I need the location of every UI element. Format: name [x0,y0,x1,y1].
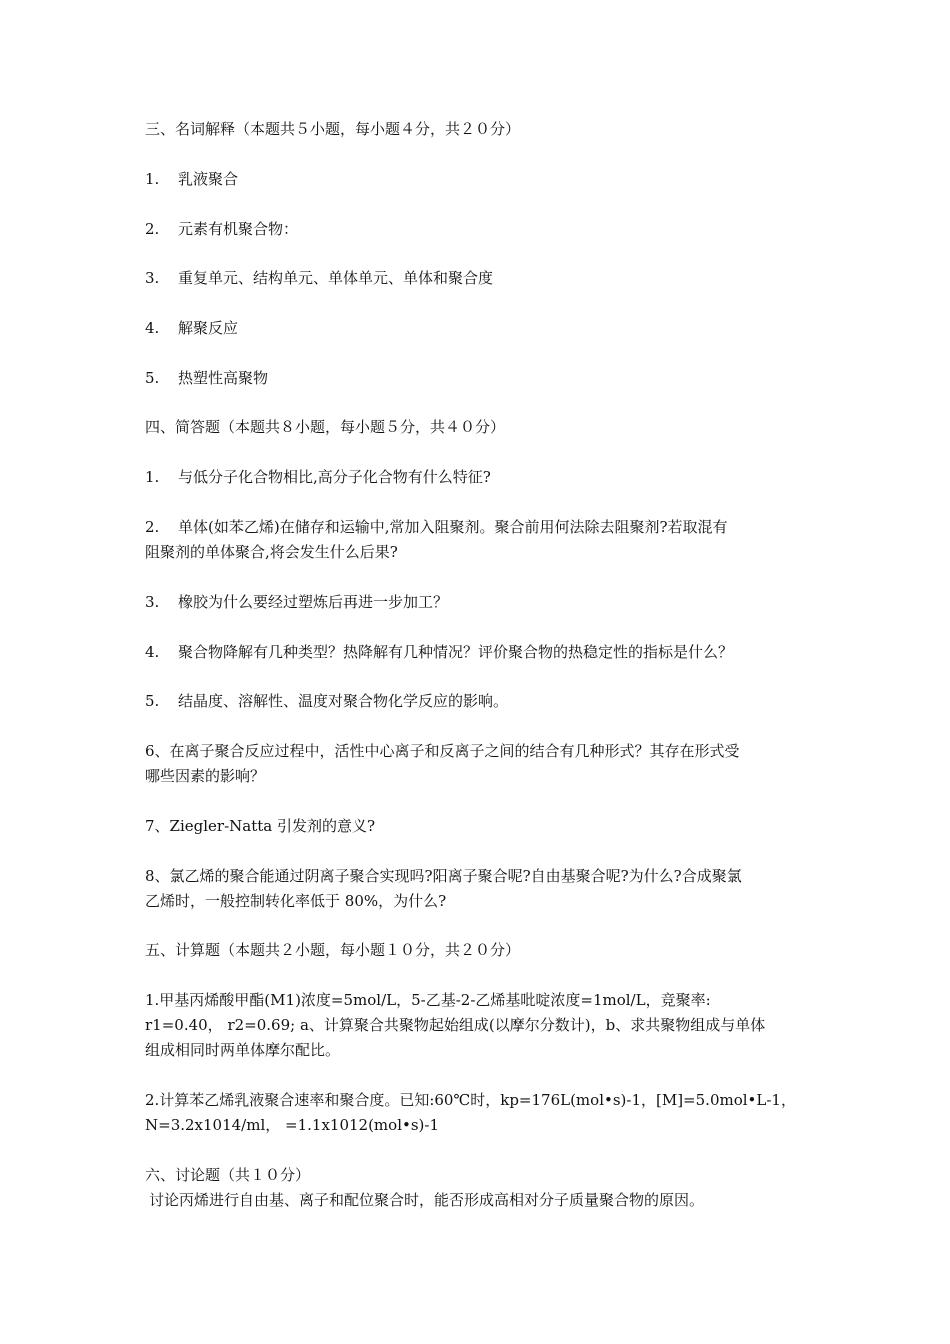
item-text: 结晶度、溶解性、温度对聚合物化学反应的影响。 [178,692,509,710]
section-6-heading: 六、讨论题（共１０分） [145,1166,311,1184]
section-4-item-2-line-2: 阻聚剂的单体聚合,将会发生什么后果? [145,543,398,561]
section-4-item-1 [145,465,491,489]
section-5-heading: 五、计算题（本题共２小题，每小题１０分，共２０分） [145,941,521,959]
item-number: 2. [145,220,160,238]
section-4-item-2-line-1 [145,515,728,539]
item-number: 5. [145,692,160,710]
item-text: 与低分子化合物相比,高分子化合物有什么特征? [178,468,491,486]
section-5-q2-line-1: 2.计算苯乙烯乳液聚合速率和聚合度。已知:60℃时，kp=176L(mol•s)-1，[M]=5.0mol•L-1， [145,1091,796,1109]
section-3-item-5 [145,366,268,390]
section-4-item-3 [145,590,448,614]
section-4-item-7: 7、Ziegler-Natta 引发剂的意义? [145,817,376,835]
section-4-item-6-line-2: 哪些因素的影响？ [145,767,266,785]
item-number: 4. [145,319,160,337]
section-3-heading: 三、名词解释（本题共５小题，每小题４分，共２０分） [145,120,521,138]
item-number: 2. [145,518,160,536]
section-3-item-3 [145,266,493,290]
item-text: 热塑性高聚物 [178,369,269,387]
section-4-item-8-line-1: 8、氯乙烯的聚合能通过阴离子聚合实现吗?阳离子聚合呢?自由基聚合呢?为什么?合成聚氯 [145,867,742,885]
item-number: 5. [145,369,160,387]
section-4-item-5 [145,689,508,713]
item-text: 乳液聚合 [178,170,239,188]
section-3-item-4 [145,316,238,340]
section-5-q2-line-2: N=3.2x1014/ml， =1.1x1012(mol•s)-1 [145,1116,439,1134]
item-text: 元素有机聚合物： [178,220,299,238]
section-5-q1-line-2: r1=0.40， r2=0.69; a、计算聚合共聚物起始组成(以摩尔分数计)，b、求共聚物组成与单体 [145,1016,766,1034]
section-5-q1-line-3: 组成相同时两单体摩尔配比。 [145,1041,341,1059]
item-text: 聚合物降解有几种类型？热降解有几种情况？评价聚合物的热稳定性的指标是什么？ [178,643,734,661]
section-4-heading: 四、简答题（本题共８小题，每小题５分，共４０分） [145,418,506,436]
section-6-text: 讨论丙烯进行自由基、离子和配位聚合时，能否形成高相对分子质量聚合物的原因。 [149,1191,705,1209]
section-3-item-2 [145,217,298,241]
item-number: 3. [145,593,160,611]
section-3-item-1 [145,167,238,191]
section-5-q1-line-1: 1.甲基丙烯酸甲酯(M1)浓度=5mol/L，5-乙基-2-乙烯基吡啶浓度=1mol/L，竞聚率: [145,991,711,1009]
item-text: 单体(如苯乙烯)在储存和运输中,常加入阻聚剂。聚合前用何法除去阻聚剂?若取混有 [178,518,728,536]
item-text: 解聚反应 [178,319,239,337]
item-number: 4. [145,643,160,661]
section-4-item-6-line-1: 6、在离子聚合反应过程中，活性中心离子和反离子之间的结合有几种形式？其存在形式受 [145,742,740,760]
section-4-item-4 [145,640,733,664]
section-4-item-8-line-2: 乙烯时，一般控制转化率低于 80%，为什么? [145,892,447,910]
item-text: 橡胶为什么要经过塑炼后再进一步加工？ [178,593,449,611]
item-number: 3. [145,269,160,287]
item-number: 1. [145,170,160,188]
item-number: 1. [145,468,160,486]
item-text: 重复单元、结构单元、单体单元、单体和聚合度 [178,269,494,287]
